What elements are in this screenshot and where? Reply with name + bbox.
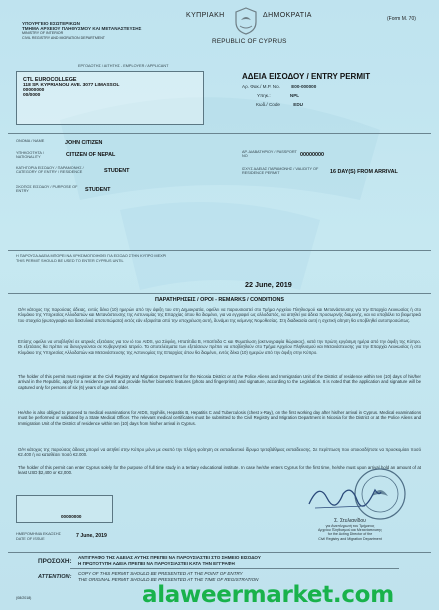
signatory-title-gr-1: για Αναπληρωτή του Τμήματος [325,524,375,528]
remarks-gr-paragraph-2: Επίσης οφείλει να υποβληθεί σε ιατρικές εξετάσεις για τον ιό του AIDS, για Σύφιλη, Ηπατίτιδα Β, Ηπατίτιδα C και Φυματίωση (ακτινογραφία θώρακος), κατά την πρώτη εργάσιμη ημέρα από την άφιξη της Κύπρο. Οι εξετάσεις θα πρέπει να διενεργούνται σε Κυβερνητικό Ιατρείο. Τα αποτελέσματα των εξετάσεων πρέπει να υποβληθούν στο Τμήμα Αρχείου Πληθυσμού και Μετανάστευσης για την Επαρχία Λευκωσίας ή στο Κλιμάκιο της Υπηρεσίας Αλλοδαπών και Μετανάστευσης της Αστυνομίας της Επαρχίας όπου θα διαμένει, εντός δέκα (10) ημερών από την άφιξη στην Κύπρο. [18,339,421,355]
attention-en-label: ATTENTION: [38,574,72,580]
category-code-label: Κωδ./ Code [256,102,280,107]
signatory-title-gr-2: Αρχείου Πληθυσμού και Μετανάστευσης [318,528,382,533]
passport-label: ΑΡ. ΔΙΑΒΑΤΗΡΙΟΥ / PASSPORT NO [242,150,297,159]
remarks-en-paragraph-1: The holder of this permit must register at the Civil Registry and Migration Department for the Nicosia District or at the Police Aliens and Immigration Unit of the District of residence within ten (10) days of his/her arrival in the Republic, apply for a residence permit and provide his/her biometric features (photo and fingerprints) and signature, according to the Legislation. It is noted that the application and signature will be captured only for persons of six (6) years of age and older. [18,374,421,390]
remarks-en-paragraph-2: He/she is also obliged to proceed to medical examinations for AIDS, Syphilis, Hepatitis B, Hepatitis C and Tuberculosis (chest x-Ray), on the first working day after his/her arrival in Cyprus. Medical examinations must be performed or validated by a State Medical Officer. The relevant medical certificates must be submitted to the Civil Registry and Migration Department in Nicosia for the District or at the Police Aliens and Immigration Unit of the District of residence within ten (10) days from his/her arrival in Cyprus. [18,410,421,426]
signature-icon [305,476,385,516]
attention-gr-line-1: ΑΝΤΙΓΡΑΦΟ ΤΗΣ ΑΔΕΙΑΣ ΑΥΤΗΣ ΠΡΕΠΕΙ ΝΑ ΠΑΡΟΥΣΙΑΣΤΕΙ ΣΤΟ ΣΗΜΕΙΟ ΕΙΣΟΔΟΥ [78,555,261,560]
purpose-value: STUDENT [85,187,111,193]
valid-until-label-en: THIS PERMIT SHOULD BE USED TO ENTER CYPRUS UNTIL [16,259,124,263]
file-number-label: Αρ. Φακ./ M.P. No. [242,84,280,89]
nationality-value: CITIZEN OF NEPAL [66,152,116,158]
employer-line-3: 00000000 [23,88,45,93]
validity-label: ΙΣΧΥΣ ΑΔΕΙΑΣ ΠΑΡΑΜΟΝΗΣ / VALIDITY OF RESIDENCE PERMIT [242,167,319,176]
valid-until-date: 22 June, 2019 [245,280,292,289]
category-value: STUDENT [104,168,130,174]
remarks-en-paragraph-3: The holder of this permit can enter Cyprus solely for the purpose of full time study in a tertiary educational institute. In case he/she enters Cyprus for the first time, he/she must upon arrival hold an amount of at least USD $2,400 or €2,000. [18,465,421,476]
citizenship-code-value: NPL [289,93,300,98]
employer-line-2: 118 SP. KYPRIANOU AVE. 3077 LIMASSOL [23,83,120,88]
cyprus-coat-of-arms-icon [232,6,260,36]
ministry-gr-line-1: ΥΠΟΥΡΓΕΙΟ ΕΣΩΤΕΡΙΚΩΝ [22,21,80,26]
folder-number-box [16,495,113,523]
name-value: JOHN CITIZEN [65,140,103,146]
issue-date-value: 7 June, 2019 [76,533,107,539]
issue-date-label-en: DATE OF ISSUE [16,537,45,541]
category-code-value: EDU [293,102,303,107]
citizenship-code-row [257,93,299,98]
website-watermark: alaweermarket.com [142,582,394,608]
valid-until-label-gr: Η ΠΑΡΟΥΣΑ ΑΔΕΙΑ ΜΠΟΡΕΙ ΝΑ ΧΡΗΣΙΜΟΠΟΙΗΘΕΙ ΓΙΑ ΕΙΣΟΔΟ ΣΤΗΝ ΚΥΠΡΟ ΜΕΧΡΙ [16,254,167,258]
file-number-row [242,84,316,89]
signatory-name: Σ. Στυλιανίδου [334,518,366,524]
attention-gr-line-2: Η ΠΡΩΤΟΤΥΠΗ ΑΔΕΙΑ ΠΡΕΠΕΙ ΝΑ ΠΑΡΟΥΣΙΑΣΤΕΙ ΚΑΤΑ ΤΗΝ ΕΓΓΡΑΦΗ [78,561,235,566]
divider [70,568,399,569]
permit-title: ΑΔΕΙΑ ΕΙΣΟΔΟΥ / ENTRY PERMIT [242,72,371,81]
ministry-en-line-2: CIVIL REGISTRY AND MIGRATION DEPARTMENT [22,35,106,40]
signatory-title-en-2: Civil Registry and Migration Department [318,536,382,541]
validity-value: 16 DAY(S) FROM ARRIVAL [330,169,398,175]
name-label: ΟΝΟΜΑ / NAME [16,139,45,143]
folder-number: 00000000 [61,514,82,519]
employer-line-4: 00/0000 [23,93,41,98]
employer-line-1: CTL EUROCOLLEGE [23,77,77,83]
remarks-gr-paragraph-1: Ο/Η κάτοχος της παρούσας άδειας, εντός δέκα (10) ημερών από την άφιξη του στη Δημοκρατία, οφείλει να παρουσιαστεί στο Τμήμα Αρχείου Πληθυσμού και Μετανάστευσης για την Επαρχία Λευκωσίας ή στο Κλιμάκιο της Υπηρεσίας Αλλοδαπών και Μετανάστευσης της Αστυνομίας της Επαρχίας όπου θα διαμένει, για να εγγραφεί ως αλλοδαπός, να αιτηθεί για άδεια προσωρινής διαμονής, και να υποβάλει τα βιομετρικά του στοιχεία (φωτογραφία και δακτυλικά αποτυπώματα) εκτός εάν εξαιρείται από την υποχρέωση αυτή, δυνάμει της κείμενης Νομοθεσίας. Στη διαδικασία αυτή η σχετική αίτηση θα υποβληθεί αυτοπροσώπως. [18,307,421,323]
ministry-block [22,21,192,40]
signatory-block [290,518,410,541]
divider [8,133,431,134]
republic-en: REPUBLIC OF CYPRUS [212,38,287,45]
attention-en-line-1: COPY OF THIS PERMIT SHOULD BE PRESENTED AT THE POINT OF ENTRY [78,571,243,576]
nationality-label: ΥΠΗΚΟΟΤΗΤΑ / NATIONALITY [16,151,44,160]
passport-value: 00000000 [300,152,324,158]
employer-label: ΕΡΓΟΔΟΤΗΣ / ΑΙΤΗΤΗΣ - EMPLOYER / APPLICANT [78,64,169,68]
category-code-row [256,102,303,107]
print-code: (08/2018) [16,596,32,600]
divider [8,293,431,294]
signatory-title-en-1: for the Acting Director of the [327,532,373,537]
form-number: (Form M. 70) [387,16,416,22]
purpose-label: ΣΚΟΠΟΣ ΕΙΣΟΔΟΥ / PURPOSE OF ENTRY [16,185,78,194]
issue-date-label-gr: ΗΜΕΡΟΜΗΝΙΑ ΕΚΔΟΣΗΣ [16,532,61,536]
remarks-gr-paragraph-3: Ο/Η κάτοχος της παρούσας άδειας μπορεί να αιτηθεί στην Κύπρο μόνο με σκοπό την πλήρη φοίτηση σε εκπαιδευτικό ίδρυμα τριτοβάθμιας εκπαίδευσης. Σε περίπτωση που οποιοσδήποτε να προσκομίσει ποσό €2.400 ή να καταθέσει ποσό €2.000. [18,447,421,458]
republic-gr-left: ΚΥΠΡΙΑΚΗ [186,12,225,19]
attention-en-line-2: THE ORIGINAL PERMIT SHOULD BE PRESENTED AT THE TIME OF REGISTRATION [78,577,259,582]
republic-gr-right: ΔΗΜΟΚΡΑΤΙΑ [263,12,312,19]
divider [8,552,431,553]
attention-gr-label: ΠΡΟΣΟΧΗ: [38,558,72,565]
citizenship-code-label: Υπηκ.: [257,93,271,98]
ministry-gr-line-2: ΤΜΗΜΑ ΑΡΧΕΙΟΥ ΠΛΗΘΥΣΜΟΥ ΚΑΙ ΜΕΤΑΝΑΣΤΕΥΣΗΣ [22,26,142,32]
file-number-value: E00-000000 [291,84,317,89]
employer-box [16,71,204,125]
category-label: ΚΑΤΗΓΟΡΙΑ ΕΙΣΟΔΟΥ / ΠΑΡΑΜΟΝΗΣ / CATEGORY OF ENTRY / RESIDENCE [16,166,84,175]
ministry-en-line-1: MINISTRY OF INTERIOR [22,31,64,36]
divider [8,250,431,251]
remarks-title: ΠΑΡΑΤΗΡΗΣΕΙΣ / ΟΡΟΙ - REMARKS / CONDITIONS [154,297,284,303]
